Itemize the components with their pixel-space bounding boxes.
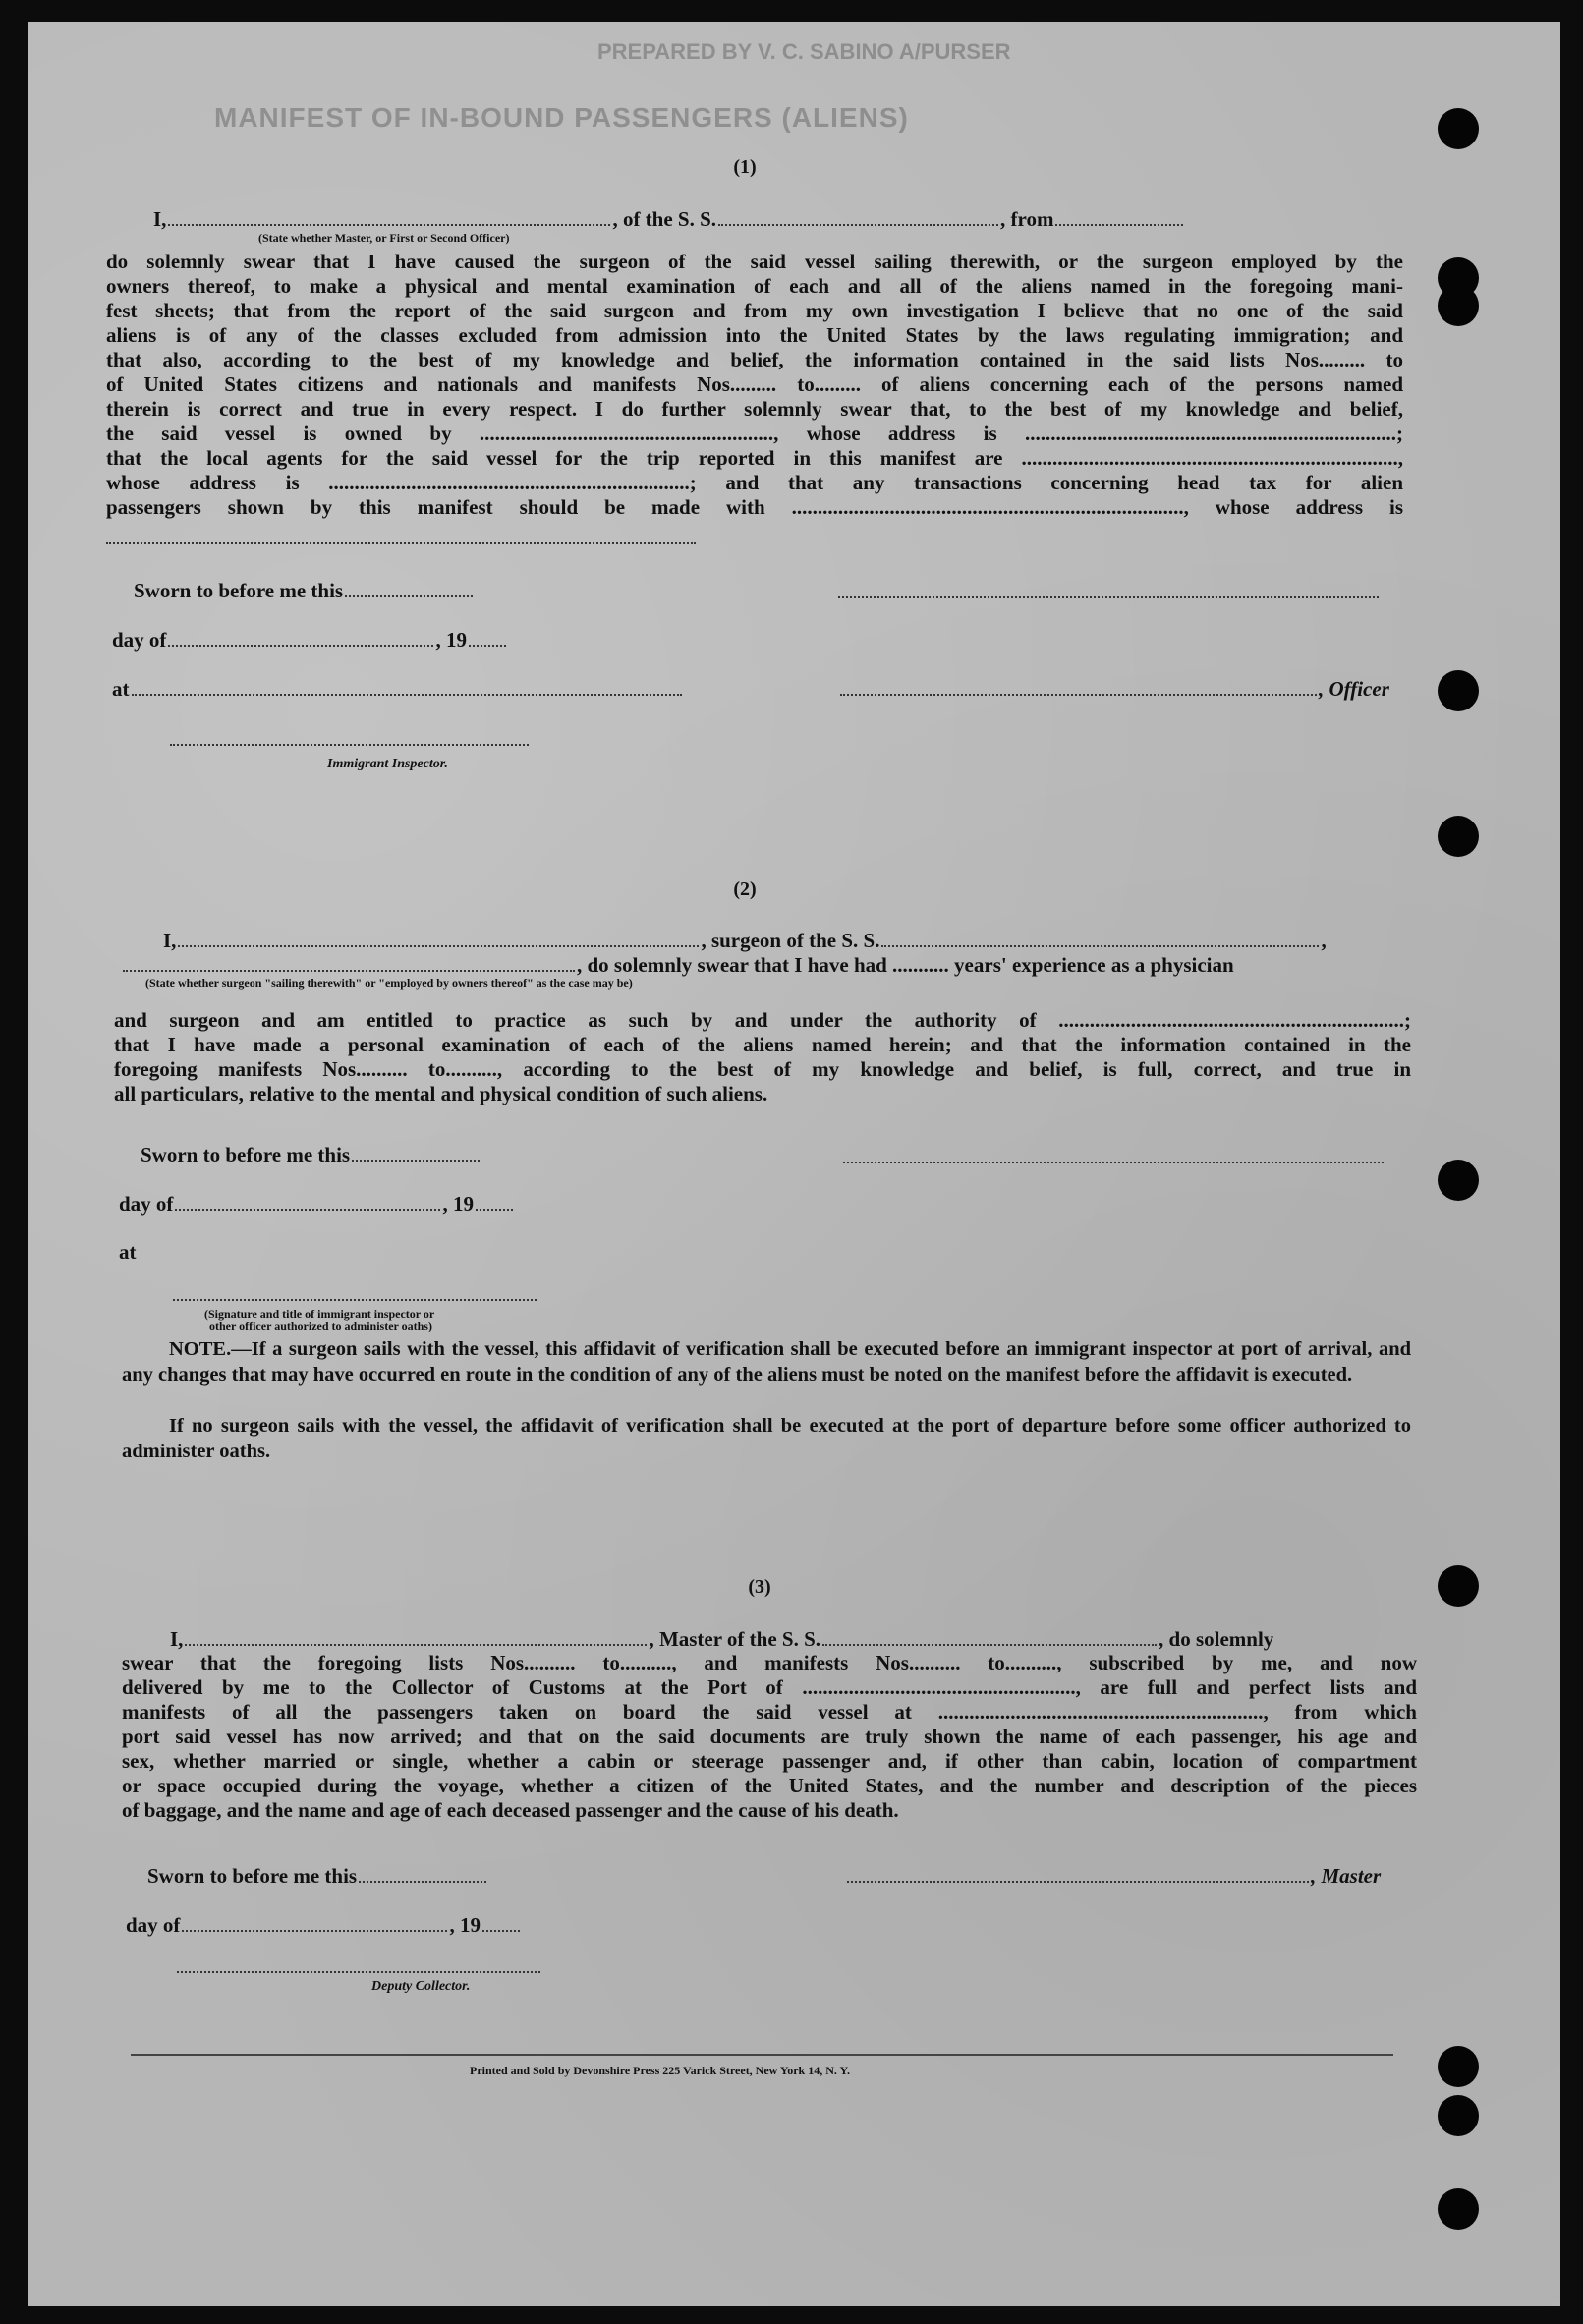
section-3-master: , Master — [845, 1863, 1381, 1889]
section-3-deputy-caption: Deputy Collector. — [371, 1979, 471, 1994]
binder-hole — [1438, 2095, 1479, 2136]
section-3-deputy-line — [177, 1971, 540, 1973]
section-3-oath-line: sex, whether married or single, whether a cabin or steerage passenger and, if other than cabin, location of compartment — [122, 1749, 1417, 1773]
address-line — [106, 542, 696, 544]
section-1-oath-line: whose address is ......................................................................; and that any transactions concerning head tax for alien — [106, 471, 1403, 494]
section-1-sworn: Sworn to before me this — [134, 578, 475, 603]
section-2-line1: I, , surgeon of the S. S. , — [163, 929, 1327, 952]
section-1-caption: (State whether Master, or First or Second Officer) — [258, 231, 510, 245]
section-3-day-of: day of , 19 — [126, 1912, 522, 1938]
section-2-caption: (State whether surgeon "sailing therewith" or "employed by owners thereof" as the case may be) — [145, 976, 633, 990]
binder-hole — [1438, 1160, 1479, 1201]
section-3-number: (3) — [748, 1576, 771, 1598]
section-2-oath-line: that I have made a personal examination of each of the aliens named herein; and that the information contained in the — [114, 1033, 1411, 1056]
section-3-oath-line: or space occupied during the voyage, whether a citizen of the United States, and the number and description of the pieces — [122, 1774, 1417, 1797]
binder-hole — [1438, 108, 1479, 149]
section-1-at: at — [112, 676, 684, 702]
binder-hole — [1438, 2188, 1479, 2230]
section-1-oath-line: that also, according to the best of my knowledge and belief, the information contained in the said lists Nos......... to — [106, 348, 1403, 371]
section-2-number: (2) — [733, 879, 757, 900]
section-2-line2: , do solemnly swear that I have had ........... years' experience as a physician — [121, 952, 1234, 978]
section-2-inspector-line — [173, 1299, 537, 1301]
section-1-oath-line: do solemnly swear that I have caused the surgeon of the said vessel sailing therewith, or the surgeon employed by the — [106, 250, 1403, 273]
section-3-oath-line: delivered by me to the Collector of Customs at the Port of ....................................................., are full and perfect lists and — [122, 1675, 1417, 1699]
section-1-oath-line: aliens is of any of the classes excluded from admission into the United States by the laws regulating immigration; and — [106, 323, 1403, 347]
section-2-oath-line: foregoing manifests Nos.......... to.........., according to the best of my knowledge and belief, is full, correct, and true in — [114, 1057, 1411, 1081]
section-3-oath-line: port said vessel has now arrived; and that on the said documents are truly shown the name of each passenger, his age and — [122, 1725, 1417, 1748]
section-1-oath-line: passengers shown by this manifest should be made with ............................................................................, whose address is — [106, 495, 1403, 519]
section-2-day-of: day of , 19 — [119, 1191, 515, 1217]
section-1-oath-line: fest sheets; that from the report of the said surgeon and from my own investigation I believe that no one of the said — [106, 299, 1403, 322]
section-1-inspector-line — [170, 744, 529, 746]
section-1-oath-line: of United States citizens and nationals and manifests Nos......... to......... of aliens concerning each of the persons named — [106, 372, 1403, 396]
section-1-day-of: day of , 19 — [112, 627, 508, 652]
section-3-line1: I, , Master of the S. S. , do solemnly — [170, 1627, 1274, 1651]
section-1-oath-line: therein is correct and true in every respect. I do further solemnly swear that, to the best of my knowledge and belief, — [106, 397, 1403, 421]
section-1-officer: , Officer — [838, 676, 1389, 702]
section-1-line1: I, , of the S. S. , from — [153, 206, 1185, 232]
binder-hole — [1438, 670, 1479, 711]
section-1-oath-line: the said vessel is owned by ........................................................., whose address is ........................................................................; — [106, 422, 1403, 445]
section-2-sworn: Sworn to before me this — [141, 1142, 481, 1167]
section-2-signature-line — [843, 1162, 1384, 1163]
section-1-inspector-caption: Immigrant Inspector. — [327, 757, 448, 771]
section-2-sig-caption: (Signature and title of immigrant inspector or — [204, 1307, 435, 1321]
section-1-oath-line: owners thereof, to make a physical and mental examination of each and all of the aliens named in the foregoing mani- — [106, 274, 1403, 298]
header-ghost-line1: PREPARED BY V. C. SABINO A/PURSER — [597, 39, 1011, 64]
section-1-signature-line — [838, 596, 1379, 598]
section-2-sig-caption: other officer authorized to administer oaths) — [209, 1319, 432, 1332]
section-2-note: NOTE.—If a surgeon sails with the vessel, this affidavit of verification shall be executed before an immigrant inspector at port of arrival, and any changes that may have occurred en route in the condition of any of the aliens must be noted on the manifest before the affidavit is executed. — [122, 1338, 1411, 1386]
section-2-at: at — [119, 1240, 137, 1264]
section-3-oath-line: of baggage, and the name and age of each deceased passenger and the cause of his death. — [122, 1798, 899, 1822]
section-2-oath-line: all particulars, relative to the mental and physical condition of such aliens. — [114, 1082, 768, 1105]
section-3-oath-line: manifests of all the passengers taken on board the said vessel at ..............................................................., from which — [122, 1700, 1417, 1724]
binder-hole — [1438, 816, 1479, 857]
printer-imprint: Printed and Sold by Devonshire Press 225 Varick Street, New York 14, N. Y. — [470, 2064, 851, 2077]
section-2-oath-line: and surgeon and am entitled to practice as such by and under the authority of ...................................................................; — [114, 1008, 1411, 1032]
section-2-note: If no surgeon sails with the vessel, the affidavit of verification shall be executed at the port of departure before some officer authorized to administer oaths. — [122, 1415, 1411, 1462]
header-ghost-line2: MANIFEST OF IN-BOUND PASSENGERS (ALIENS) — [214, 102, 909, 133]
section-1-oath-line: that the local agents for the said vessel for the trip reported in this manifest are ........................................................................., — [106, 446, 1403, 470]
section-3-oath-line: swear that the foregoing lists Nos.......... to.........., and manifests Nos.......... to.........., subscribed by me, and now — [122, 1651, 1417, 1674]
manifest-page — [28, 22, 1560, 2306]
section-3-sworn: Sworn to before me this — [147, 1863, 488, 1889]
binder-hole — [1438, 2046, 1479, 2087]
binder-hole — [1438, 285, 1479, 326]
footer-rule — [131, 2054, 1393, 2056]
section-1-number: (1) — [733, 156, 757, 178]
